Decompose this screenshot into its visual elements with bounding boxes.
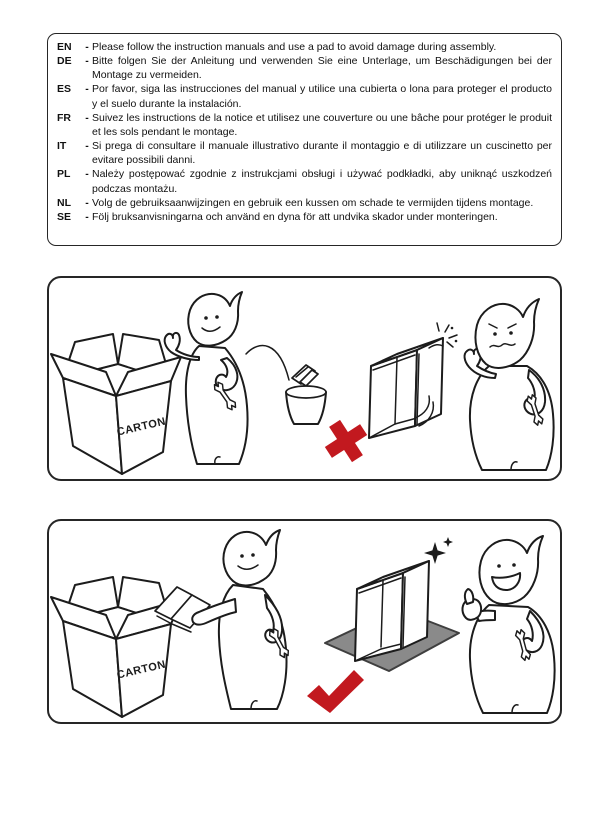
carton-label: CARTON [115, 658, 167, 682]
notice-line-it [57, 139, 552, 167]
eye [204, 316, 208, 320]
language-code: EN [57, 41, 72, 53]
instruction-text: Följ bruksanvisningarna och använd en dyna för att undvika skador under monteringen. [92, 210, 498, 223]
check-mark-icon [307, 670, 364, 713]
separator: - [85, 111, 89, 124]
language-code: ES [57, 83, 72, 96]
eye [509, 331, 513, 335]
eye [251, 553, 255, 557]
instruction-text: Bitte folgen Sie der Anleitung und verwenden Sie eine Unterlage, um Beschädigungen bei der Montage zu vermeiden. [92, 55, 552, 82]
multilingual-notice-box [47, 33, 562, 246]
language-code: PL [57, 168, 71, 181]
notice-line-se [57, 210, 552, 224]
separator: - [85, 140, 89, 153]
panel-incorrect-example [47, 276, 562, 481]
notice-line-nl [57, 196, 552, 210]
damaged-cube [369, 323, 457, 438]
separator: - [85, 83, 89, 96]
instruction-text: Suivez les instructions de la notice et utilisez une couverture ou une bâche pour protéger le produit et les sols pendant le montage. [92, 111, 552, 138]
instruction-text: Volg de gebruiksaanwijzingen en gebruik een kussen om schade te vermijden tijdens montage. [92, 196, 534, 209]
throw-arc [246, 346, 289, 380]
happy-mascot-figure [462, 536, 554, 713]
panel-correct-example [47, 519, 562, 724]
sparkle-icon [424, 537, 453, 564]
mascot-tossing-figure [165, 292, 248, 464]
language-code: SE [57, 210, 72, 223]
eye [215, 315, 219, 319]
eye [512, 563, 516, 567]
notice-line-es [57, 82, 552, 110]
trash-bin [286, 386, 326, 424]
language-code: NL [57, 196, 71, 209]
carton-label: CARTON [115, 415, 167, 439]
language-code: FR [57, 111, 71, 124]
separator: - [85, 41, 89, 53]
separator: - [85, 210, 89, 223]
cross-mark-icon [323, 418, 369, 464]
reading-mascot-figure [155, 530, 290, 709]
carton-box [51, 577, 181, 717]
separator: - [85, 168, 89, 181]
carton-box [51, 334, 181, 474]
worried-mascot-figure [465, 299, 554, 470]
discarded-manual [292, 365, 318, 386]
separator: - [85, 196, 89, 209]
notice-line-en [57, 40, 552, 54]
notice-line-pl [57, 167, 552, 195]
language-code: DE [57, 55, 72, 68]
language-code: IT [57, 140, 67, 153]
eye [493, 332, 497, 336]
thumb [465, 589, 473, 604]
incorrect-illustration [49, 278, 560, 479]
instruction-text: Please follow the instruction manuals and use a pad to avoid damage during assembly. [92, 41, 497, 53]
notice-line-de [57, 54, 552, 82]
notice-line-fr [57, 111, 552, 139]
instruction-text: Si prega di consultare il manuale illustrativo durante il montaggio e di utilizzare un cuscinetto per evitare possibili danni. [92, 140, 552, 167]
correct-illustration [49, 521, 560, 722]
eye [497, 564, 501, 568]
eye [240, 554, 244, 558]
separator: - [85, 55, 89, 68]
instruction-text: Należy postępować zgodnie z instrukcjami obsługi i używać podkładki, aby uniknąć uszkodzeń podczas montażu. [92, 168, 552, 195]
instruction-text: Por favor, siga las instrucciones del manual y utilice una cubierta o lona para proteger el producto y el suelo durante la instalación. [92, 83, 552, 110]
